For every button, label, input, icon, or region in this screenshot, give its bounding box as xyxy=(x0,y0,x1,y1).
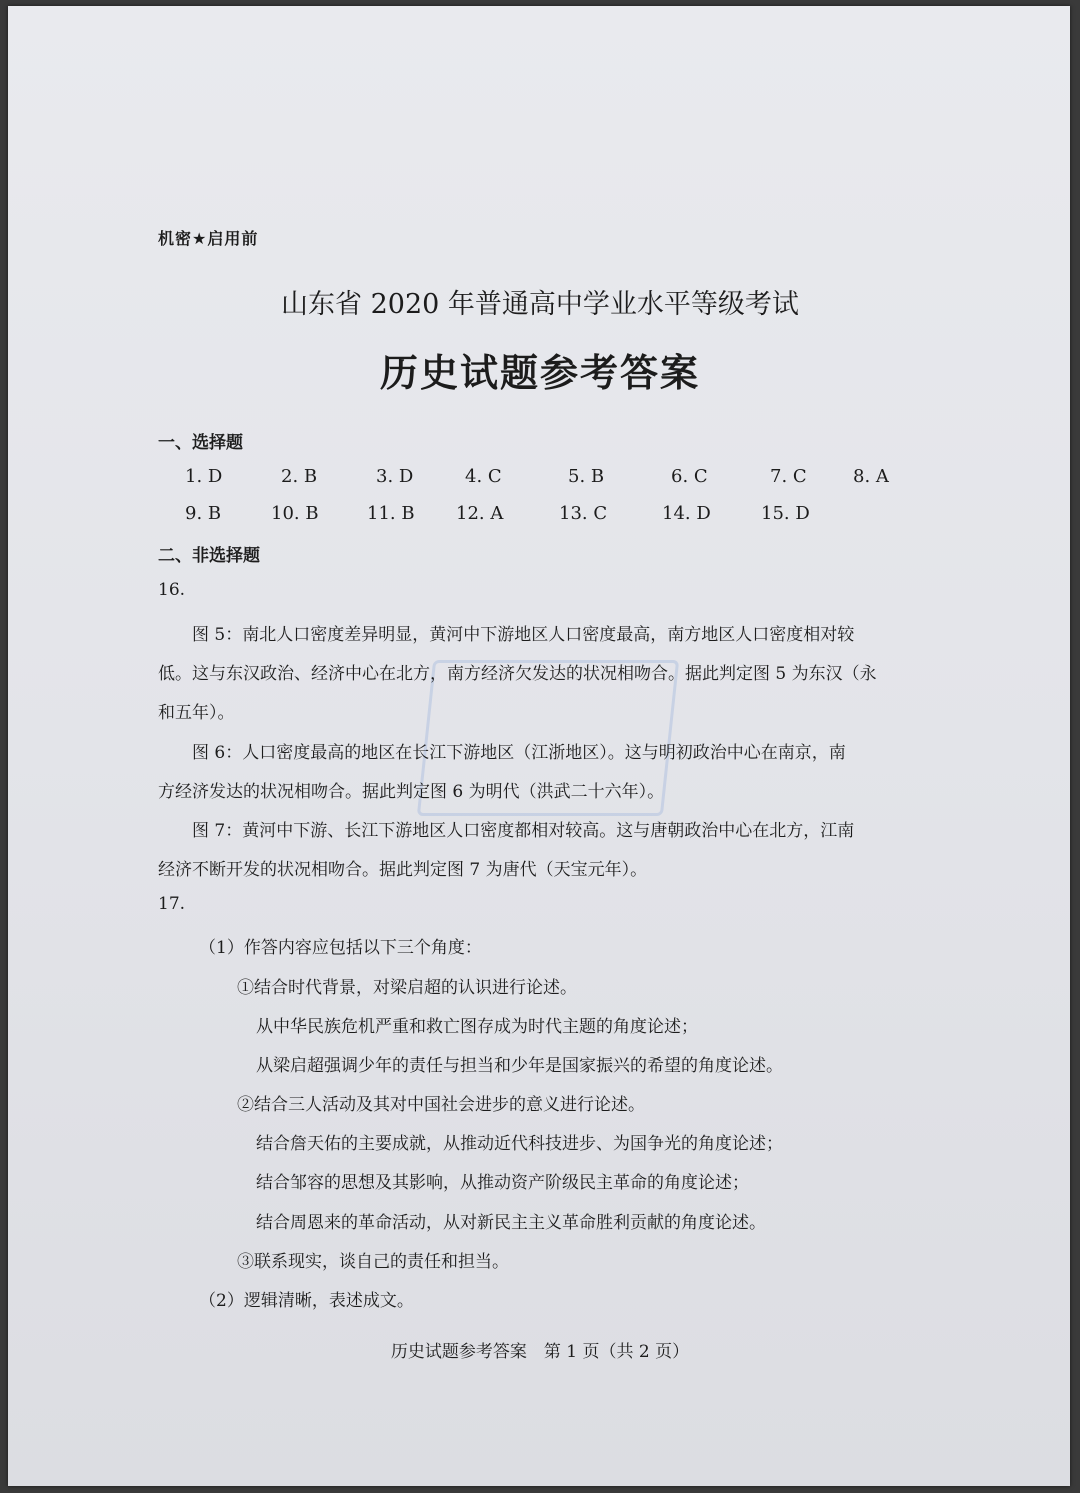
answer-item: 12. A xyxy=(456,503,504,524)
document-title: 历史试题参考答案 xyxy=(379,350,700,395)
answer-line: （2）逻辑清晰，表述成文。 xyxy=(199,1291,414,1311)
answer-line: 从梁启超强调少年的责任与担当和少年是国家振兴的希望的角度论述。 xyxy=(256,1056,783,1076)
answer-line: ①结合时代背景，对梁启超的认识进行论述。 xyxy=(237,978,577,998)
answer-line: ③联系现实，谈自己的责任和担当。 xyxy=(237,1252,509,1272)
answer-line: 图 7：黄河中下游、长江下游地区人口密度都相对较高。这与唐朝政治中心在北方，江南 xyxy=(192,821,855,841)
answer-line: （1）作答内容应包括以下三个角度： xyxy=(199,938,482,958)
section-heading-choice: 一、选择题 xyxy=(158,433,243,453)
answer-line: 和五年）。 xyxy=(158,703,235,723)
section-heading-nonchoice: 二、非选择题 xyxy=(158,546,260,566)
answer-line: 图 5：南北人口密度差异明显，黄河中下游地区人口密度最高，南方地区人口密度相对较 xyxy=(192,625,855,645)
question-number-17: 17. xyxy=(158,894,186,914)
answer-line: 从中华民族危机严重和救亡图存成为时代主题的角度论述； xyxy=(256,1017,698,1037)
answer-item: 13. C xyxy=(559,503,608,524)
answer-item: 4. C xyxy=(465,466,502,487)
answer-line: 结合詹天佑的主要成就，从推动近代科技进步、为国争光的角度论述； xyxy=(256,1134,783,1154)
answer-item: 11. B xyxy=(367,503,415,524)
confidential-label: 机密★启用前 xyxy=(158,229,259,248)
answer-item: 10. B xyxy=(271,503,319,524)
exam-title: 山东省 2020 年普通高中学业水平等级考试 xyxy=(281,289,799,320)
answer-item: 5. B xyxy=(568,466,605,487)
answer-line: ②结合三人活动及其对中国社会进步的意义进行论述。 xyxy=(237,1095,645,1115)
answer-item: 14. D xyxy=(662,503,711,524)
answer-item: 3. D xyxy=(376,466,414,487)
answer-line: 低。这与东汉政治、经济中心在北方，南方经济欠发达的状况相吻合。据此判定图 5 为东汉（永 xyxy=(158,664,877,684)
answer-item: 7. C xyxy=(770,466,807,487)
answer-line: 结合邹容的思想及其影响，从推动资产阶级民主革命的角度论述； xyxy=(256,1173,749,1193)
question-number-16: 16. xyxy=(158,580,186,600)
answer-item: 15. D xyxy=(761,503,810,524)
page-footer: 历史试题参考答案 第 1 页（共 2 页） xyxy=(390,1342,690,1362)
answer-item: 8. A xyxy=(853,466,889,487)
answer-line: 图 6：人口密度最高的地区在长江下游地区（江浙地区）。这与明初政治中心在南京，南 xyxy=(192,743,846,763)
answer-item: 9. B xyxy=(185,503,222,524)
answer-item: 1. D xyxy=(185,466,223,487)
answer-item: 2. B xyxy=(281,466,318,487)
answer-line: 方经济发达的状况相吻合。据此判定图 6 为明代（洪武二十六年）。 xyxy=(158,782,665,802)
answer-line: 经济不断开发的状况相吻合。据此判定图 7 为唐代（天宝元年）。 xyxy=(158,860,648,880)
answer-line: 结合周恩来的革命活动，从对新民主主义革命胜利贡献的角度论述。 xyxy=(256,1213,766,1233)
answer-item: 6. C xyxy=(671,466,708,487)
